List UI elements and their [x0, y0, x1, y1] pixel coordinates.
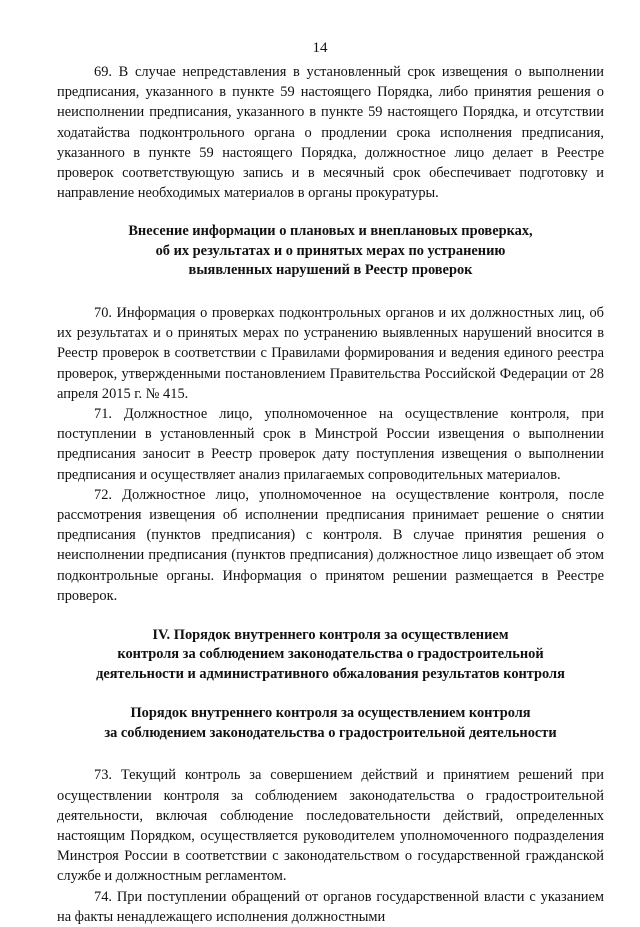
heading-section-iv-line-1: IV. Порядок внутреннего контроля за осуществлением: [152, 626, 509, 643]
paragraph-69: 69. В случае непредставления в установленный срок извещения о выполнении предписания, указанного в пункте 59 настоящего Порядка, либо принятия решения о неисполнении предписания, указанного в пункте 59 настоящего Порядка, и отсутствии ходатайства подконтрольного органа о продлении срока исполнения предписания, указанного в пункте 59 настоящего Порядка, должностное лицо делает в Реестре проверок соответствующую запись и в месячный срок обеспечивает подготовку и направление необходимых материалов в органы прокуратуры.: [57, 64, 604, 202]
heading-internal-control: [57, 704, 604, 743]
heading-register-line-1: Внесение информации о плановых и внеплановых проверках,: [128, 223, 533, 240]
heading-register-line-3: выявленных нарушений в Реестр проверок: [188, 262, 473, 279]
paragraph-74: 74. При поступлении обращений от органов государственной власти с указанием на факты ненадлежащего исполнения должностными: [57, 888, 604, 925]
heading-internal-line-2: за соблюдением законодательства о градостроительной деятельности: [104, 724, 557, 741]
heading-section-iv-line-3: деятельности и административного обжалования результатов контроля: [96, 665, 565, 682]
heading-section-iv-line-2: контроля за соблюдением законодательства о градостроительной: [117, 646, 544, 663]
page-number: 14: [312, 40, 328, 56]
paragraph-71: 71. Должностное лицо, уполномоченное на осуществление контроля, при поступлении в установленный срок в Минстрой России извещения о выполнении предписания заносит в Реестр проверок дату поступления извещения о выполнении предписания и осуществляет анализ прилагаемых сопроводительных материалов.: [57, 405, 604, 483]
heading-register-entry: [57, 222, 604, 281]
paragraph-72: 72. Должностное лицо, уполномоченное на осуществление контроля, после рассмотрения извещения об исполнении предписания принимает решение о снятии предписания (пунктов предписания) с контроля. В случае принятия решения о неисполнении предписания (пунктов предписания) должностное лицо извещает об этом подконтрольные органы. Информация о принятом решении размещается в Реестре проверок.: [57, 486, 604, 604]
heading-section-iv: [57, 626, 604, 685]
heading-register-line-2: об их результатах и о принятых мерах по устранению: [155, 242, 506, 259]
document-body: [57, 62, 604, 927]
paragraph-70: 70. Информация о проверках подконтрольных органов и их должностных лиц, об их результатах и о принятых мерах по устранению выявленных нарушений вносится в Реестр проверок в соответствии с Правилами формирования и ведения единого реестра проверок, утвержденными постановлением Правительства Российской Федерации от 28 апреля 2015 г. № 415.: [57, 304, 604, 402]
paragraph-73: 73. Текущий контроль за совершением действий и принятием решений при осуществлении контроля за соблюдением законодательства о градостроительной деятельности, включая соблюдение последовательности действий, определенных настоящим Порядком, осуществляется руководителем уполномоченного подразделения Минстроя России в соответствии с законодательством о государственной гражданской службе и должностным регламентом.: [57, 767, 604, 885]
heading-internal-line-1: Порядок внутреннего контроля за осуществлением контроля: [130, 705, 531, 722]
